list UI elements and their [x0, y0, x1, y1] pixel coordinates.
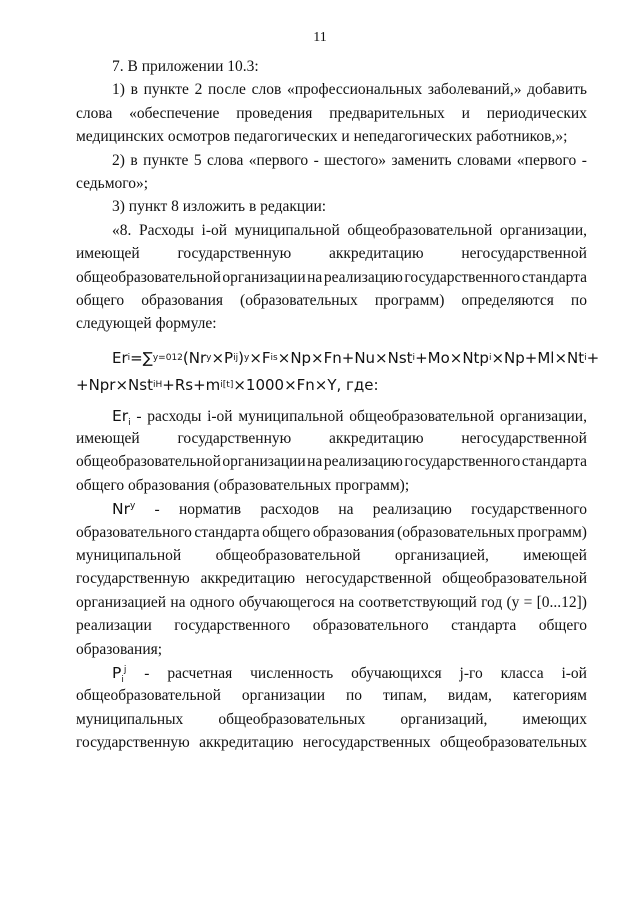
word: образования — [141, 291, 223, 309]
page-number: 11 — [313, 30, 327, 45]
text-line — [76, 477, 587, 500]
word: (y — [506, 593, 520, 611]
formula-symbol: Nr$^y$ — [112, 500, 136, 519]
word: негосударственной — [461, 430, 587, 448]
word: расчетная — [167, 664, 233, 682]
word: видам, — [447, 687, 492, 705]
definition-p — [76, 664, 587, 758]
word: «профессиональных — [286, 81, 423, 99]
word: на — [170, 593, 186, 611]
word: организации — [222, 453, 306, 471]
word: образовательного — [312, 617, 429, 635]
word: медицинских осмотров педагогических и непедагогических работников,»; — [76, 128, 568, 146]
paragraph-item-1 — [76, 81, 587, 151]
word: государственную — [76, 570, 190, 588]
formula-line-1: Er i =∑ y=0 12 (Nr y ×P i j ) y ×F i s ×Np×Fn+Nu×Nst i +Mo×Ntp i ×Np+Ml×Nt i + — [112, 349, 600, 368]
word: программ) — [374, 291, 445, 309]
word: по — [570, 291, 587, 309]
text-line — [76, 453, 587, 476]
text-line — [76, 734, 587, 757]
word: стандарта — [194, 523, 260, 541]
word: в — [130, 151, 138, 169]
word: государственного — [174, 617, 291, 635]
word: аккредитацию — [199, 734, 294, 752]
word: негосударственной — [305, 570, 432, 588]
word: (образовательных — [240, 291, 358, 309]
word: стандарта — [521, 268, 587, 286]
word: обучающегося — [238, 593, 335, 611]
word: пункте — [143, 81, 189, 99]
word: словами — [457, 151, 512, 169]
text-line — [76, 152, 587, 175]
word: имеющей — [523, 547, 587, 565]
word: «обеспечение — [129, 104, 220, 122]
word: общего образования (образовательных программ); — [76, 476, 410, 494]
word: категориям — [512, 687, 587, 705]
paragraph-point-8-intro — [76, 222, 587, 339]
word: стандарта — [451, 617, 517, 635]
text-line — [76, 58, 587, 81]
text-line — [76, 128, 587, 151]
word: негосударственных — [302, 734, 431, 752]
word: следующей формуле: — [76, 315, 217, 333]
word: класса — [500, 664, 544, 682]
word: слова — [207, 151, 244, 169]
word: заболеваний,» — [427, 81, 522, 99]
word: аккредитацию — [328, 430, 424, 448]
word: - — [313, 151, 319, 169]
word: имеющей — [76, 245, 140, 263]
word: общего — [262, 523, 311, 541]
word: [0...12]) — [536, 593, 587, 611]
word: реализацию — [323, 453, 403, 471]
word: шестого» — [324, 151, 387, 169]
word: слов — [251, 81, 282, 99]
definition-er — [76, 407, 587, 501]
word: муниципальных — [76, 710, 184, 728]
word: общеобразовательной — [215, 547, 361, 565]
word: 2 — [194, 81, 203, 99]
word: расходов — [260, 501, 320, 519]
word: на — [307, 268, 323, 286]
word: пункте — [143, 151, 189, 169]
word: расходы — [147, 407, 202, 425]
text-line — [76, 198, 587, 221]
paragraph-item-2 — [76, 152, 587, 199]
word: предварительных — [329, 104, 445, 122]
word: i-ой — [561, 664, 587, 682]
word: общеобразовательных — [218, 710, 366, 728]
word: образовательного — [76, 523, 192, 541]
word: на — [339, 593, 355, 611]
word: слова — [76, 104, 113, 122]
text-line — [76, 407, 587, 430]
word: аккредитацию — [328, 245, 424, 263]
word: общеобразовательных — [439, 734, 587, 752]
word: на — [338, 501, 354, 519]
word: определяются — [461, 291, 554, 309]
text-line — [76, 222, 587, 245]
word: реализации — [76, 617, 152, 635]
word: = — [523, 593, 533, 611]
word: государственную — [177, 245, 292, 263]
word: Расходы — [138, 221, 194, 239]
word: организации — [222, 268, 306, 286]
formula-symbol: $P_i^j$ — [112, 663, 127, 686]
word: соответствующий — [358, 593, 477, 611]
word: муниципальной — [76, 547, 182, 565]
word: «первого — [248, 151, 309, 169]
text-line — [76, 664, 587, 687]
text-line — [76, 524, 587, 547]
word: после — [208, 81, 246, 99]
word: обучающихся — [351, 664, 442, 682]
word: организацией, — [394, 547, 489, 565]
word: типам, — [382, 687, 427, 705]
word: на — [307, 453, 323, 471]
word: добавить — [527, 81, 587, 99]
word: аккредитацию — [200, 570, 296, 588]
word: общеобразовательной — [347, 221, 493, 239]
word: реализацию — [372, 501, 452, 519]
word: год — [481, 593, 503, 611]
paragraph-item-3 — [76, 198, 587, 221]
word: - — [581, 151, 587, 169]
word: организацией — [76, 593, 167, 611]
word: общеобразовательной — [349, 407, 495, 425]
text-line — [76, 617, 587, 640]
word: организаций, — [400, 710, 488, 728]
word: имеющих — [522, 710, 587, 728]
text-line — [76, 269, 587, 292]
text-line — [76, 500, 587, 523]
word: проведения — [236, 104, 313, 122]
word: общеобразовательной — [442, 570, 587, 588]
text-line — [76, 175, 587, 198]
text-line — [76, 570, 587, 593]
word: в — [130, 81, 138, 99]
word: стандарта — [521, 453, 587, 471]
word: негосударственной — [461, 245, 587, 263]
text-line — [76, 641, 587, 664]
text-line — [76, 81, 587, 104]
word: организации, — [499, 407, 587, 425]
word: программ) — [517, 523, 587, 541]
word: общего — [538, 617, 587, 635]
word: организации, — [499, 221, 587, 239]
formula-line-2: +Npr×Nst i H +Rs+m i [t] ×1000×Fn×Y, где: — [76, 376, 379, 395]
word: государственного — [471, 501, 587, 519]
text-line — [76, 594, 587, 617]
word: i-ой — [201, 221, 228, 239]
word: «8. — [112, 221, 132, 239]
word: общеобразовательной — [76, 453, 221, 471]
word: имеющей — [76, 430, 140, 448]
word: норматив — [178, 501, 242, 519]
word: 1) — [112, 81, 125, 99]
word: общего — [76, 291, 125, 309]
text-line — [76, 245, 587, 268]
word: - — [136, 407, 142, 425]
word: i-ой — [207, 407, 233, 425]
word: государственную — [177, 430, 292, 448]
word: государственную — [76, 734, 190, 752]
word: - — [154, 501, 160, 519]
word: 2) — [112, 151, 125, 169]
word: седьмого»; — [76, 174, 149, 192]
word: 5 — [193, 151, 202, 169]
word: общеобразовательной — [76, 687, 221, 705]
word: образования; — [76, 640, 163, 658]
text-line — [76, 105, 587, 128]
text-line — [76, 687, 587, 710]
word: организации — [241, 687, 326, 705]
word: муниципальной — [238, 407, 344, 425]
word: 3) пункт 8 изложить в редакции: — [112, 198, 327, 216]
text-line — [76, 711, 587, 734]
word: одного — [189, 593, 235, 611]
word: по — [345, 687, 363, 705]
document-body — [76, 58, 600, 758]
formula-symbol: $Er_i$ — [112, 406, 131, 428]
text-line — [76, 292, 587, 315]
word: образования — [312, 523, 395, 541]
word: государственного — [404, 268, 521, 286]
paragraph-appendix-heading — [76, 58, 587, 81]
word: государственного — [404, 453, 521, 471]
word: «первого — [516, 151, 577, 169]
word: периодических — [486, 104, 587, 122]
word: 7. В приложении 10.3: — [112, 58, 259, 75]
word: численность — [250, 664, 334, 682]
word: общеобразовательной — [76, 268, 221, 286]
word: муниципальной — [234, 221, 340, 239]
text-line — [76, 547, 587, 570]
word: j-го — [459, 664, 483, 682]
text-line — [76, 430, 587, 453]
word: (образовательных — [397, 523, 515, 541]
definition-nr — [76, 500, 587, 664]
word: заменить — [391, 151, 452, 169]
word: - — [144, 664, 150, 682]
word: и — [461, 104, 470, 122]
word: реализацию — [323, 268, 403, 286]
text-line — [76, 315, 587, 338]
